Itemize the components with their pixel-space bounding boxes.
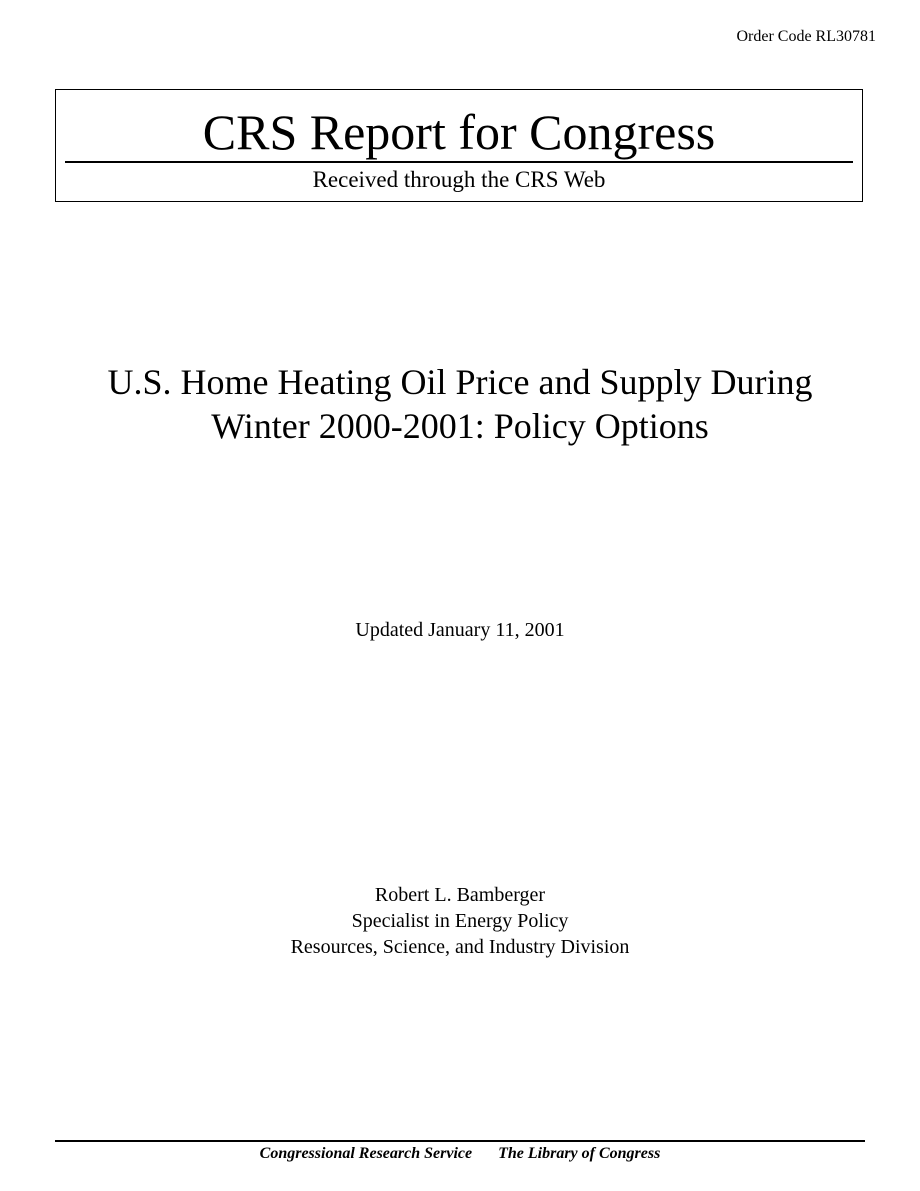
document-title-line-2: Winter 2000-2001: Policy Options (211, 406, 709, 446)
updated-date: Updated January 11, 2001 (355, 619, 565, 641)
footer (0, 1144, 920, 1164)
footer-crs: Congressional Research Service (259, 1145, 473, 1162)
author-name: Robert L. Bamberger (374, 884, 546, 906)
document-title-line-1: U.S. Home Heating Oil Price and Supply During (107, 362, 813, 402)
author-block (0, 882, 920, 960)
footer-divider (55, 1140, 865, 1142)
report-header-box (55, 89, 863, 202)
order-code: Order Code RL30781 (736, 28, 876, 45)
author-division: Resources, Science, and Industry Division (290, 936, 630, 958)
author-position: Specialist in Energy Policy (351, 910, 569, 932)
footer-library: The Library of Congress (498, 1145, 661, 1162)
header-divider (65, 161, 853, 163)
report-title: CRS Report for Congress (202, 104, 716, 160)
report-subtitle: Received through the CRS Web (312, 167, 606, 192)
document-title (40, 360, 880, 448)
